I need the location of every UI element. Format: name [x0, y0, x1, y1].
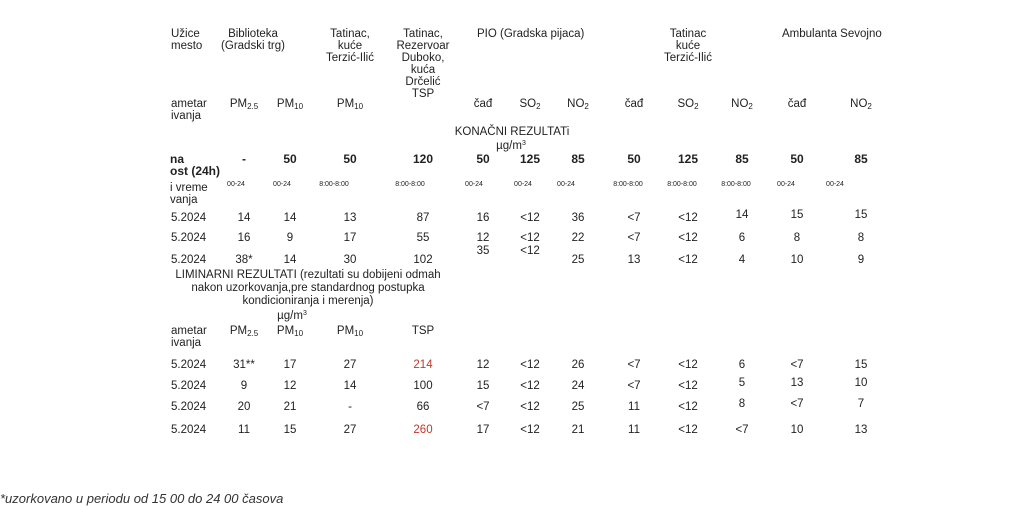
unit-label: $\mu g/m^3$ [277, 310, 307, 322]
limit-value: - [242, 152, 246, 166]
table-cell: 14 [237, 212, 251, 224]
sampling-time: 00-24 [273, 181, 291, 188]
table-cell: 10 [790, 254, 804, 266]
preliminary-results-title: LIMINARNI REZULTATI (rezultati su dobijeni odmah nakon uzorkovanja,pre standardnog postupka kondicioniranja i merenja) [175, 269, 441, 307]
param-so2: $SO_2$ [677, 98, 699, 111]
limit-value: 85 [854, 152, 868, 166]
sampling-time: 00-24 [227, 181, 245, 188]
table-cell: 20 [237, 401, 251, 413]
table-cell: <12 [520, 212, 540, 224]
limit-value: 50 [790, 152, 804, 166]
table-cell: 31** [233, 359, 255, 371]
table-cell: <7 [790, 359, 804, 371]
limit-value: 50 [343, 152, 357, 166]
table-cell: <12 [678, 359, 698, 371]
table-cell: 7 [857, 398, 865, 410]
table-cell: 9 [286, 232, 294, 244]
location-header-tatinac-pm10: Tatinac, kuće Terzić-Ilić [326, 28, 374, 64]
table-cell: 24 [571, 380, 585, 392]
sampling-time: 00-24 [826, 181, 844, 188]
parameter-label: ametar ivanja [171, 98, 207, 122]
table-cell: 55 [416, 232, 430, 244]
table-cell: 9 [857, 254, 865, 266]
sampling-time: 8:00-8:00 [395, 181, 425, 188]
location-header-tatinac-tsp: Tatinac, Rezervoar Duboko, kuća Drčelić TSP [396, 28, 450, 100]
row-date: 5.2024 [171, 424, 207, 436]
table-cell: 214 [413, 359, 433, 371]
sampling-time: 00-24 [514, 181, 532, 188]
table-cell: 11 [238, 424, 250, 436]
table-cell: <7 [790, 398, 804, 410]
table-cell: 36 [571, 212, 585, 224]
table-cell: 13 [854, 424, 868, 436]
table-cell: <12 [678, 424, 698, 436]
table-cell: 15 [854, 209, 868, 221]
table-cell: <12 [520, 380, 540, 392]
param-pm10: $PM_{10}$ [336, 98, 364, 111]
row-date: 5.2024 [171, 232, 207, 244]
table-cell: <7 [476, 401, 490, 413]
table-cell: 15 [854, 359, 868, 371]
table-cell: 27 [343, 424, 357, 436]
table-cell: 10 [854, 377, 868, 389]
table-cell: 16 [476, 212, 490, 224]
table-cell: 21 [571, 424, 585, 436]
table-cell: 8 [793, 232, 801, 244]
table-cell: 100 [413, 380, 433, 392]
table-cell: <12 [520, 245, 540, 257]
table-cell: 11 [628, 401, 640, 413]
limit-value: 125 [677, 152, 699, 166]
location-header-ambulanta: Ambulanta Sevojno [782, 28, 882, 40]
table-cell: 6 [738, 359, 746, 371]
row-date: 5.2024 [171, 380, 207, 392]
table-cell: <7 [627, 212, 641, 224]
table-cell: 9 [240, 380, 248, 392]
sampling-time: 8:00-8:00 [613, 181, 643, 188]
table-cell: 30 [343, 254, 357, 266]
table-cell: <12 [520, 232, 540, 244]
table-cell: 15 [283, 424, 297, 436]
sampling-time: 00-24 [777, 181, 795, 188]
row-date: 5.2024 [171, 254, 207, 266]
table-cell: 38* [235, 254, 253, 266]
table-cell: <12 [678, 401, 698, 413]
table-cell: 14 [283, 254, 297, 266]
location-header-pio: PIO (Gradska pijaca) [477, 28, 585, 40]
table-cell: 35 [476, 245, 490, 257]
location-header-biblioteka: Biblioteka (Gradski trg) [221, 28, 285, 52]
table-cell: 13 [343, 212, 357, 224]
param-pm25: $PM_{2.5}$ [229, 325, 259, 338]
table-cell: 8 [857, 232, 865, 244]
limit-value: 120 [412, 152, 434, 166]
param-pm10: $PM_{10}$ [276, 325, 304, 338]
table-cell: 17 [476, 424, 490, 436]
param-pm25: $PM_{2.5}$ [229, 98, 259, 111]
limit-value: 50 [476, 152, 490, 166]
param-pm10: $PM_{10}$ [336, 325, 364, 338]
row-date: 5.2024 [171, 359, 207, 371]
table-cell: 25 [571, 254, 585, 266]
footnote: *uzorkovano u periodu od 15 00 do 24 00 časova [0, 491, 284, 506]
table-cell: 12 [476, 232, 490, 244]
table-cell: <12 [678, 380, 698, 392]
param-pm10: $PM_{10}$ [276, 98, 304, 111]
table-cell: <12 [520, 424, 540, 436]
table-cell: 27 [343, 359, 357, 371]
sampling-time: 00-24 [557, 181, 575, 188]
limit-value: 85 [735, 152, 749, 166]
param-tsp: TSP [411, 325, 435, 337]
unit-label: $\mu g/m^3$ [496, 140, 526, 152]
table-cell: 11 [628, 424, 640, 436]
param-no2: $NO_2$ [567, 98, 589, 111]
table-cell: <12 [678, 212, 698, 224]
table-cell: 25 [571, 401, 585, 413]
table-cell: <12 [678, 254, 698, 266]
table-cell: 22 [571, 232, 585, 244]
table-cell: - [348, 401, 352, 413]
table-cell: 21 [283, 401, 297, 413]
location-header-col0: Užice mesto [171, 28, 203, 52]
limit-label: na ost (24h) [170, 152, 221, 178]
table-cell: 87 [416, 212, 430, 224]
table-cell: 260 [413, 424, 433, 436]
table-cell: <7 [627, 232, 641, 244]
table-cell: 14 [283, 212, 297, 224]
sampling-time: 8:00-8:00 [319, 181, 349, 188]
limit-value: 50 [627, 152, 641, 166]
table-cell: <7 [627, 359, 641, 371]
table-cell: 15 [790, 209, 804, 221]
param-so2: $SO_2$ [519, 98, 541, 111]
table-cell: 16 [237, 232, 251, 244]
location-header-tatinac-2: Tatinac kuće Terzić-Ilić [664, 28, 712, 64]
table-cell: 6 [738, 232, 746, 244]
sampling-time: 8:00-8:00 [721, 181, 751, 188]
table-cell: 14 [735, 209, 749, 221]
param-cad: čađ [624, 98, 644, 110]
row-date: 5.2024 [171, 212, 207, 224]
sampling-time: 8:00-8:00 [667, 181, 697, 188]
table-cell: <12 [678, 232, 698, 244]
sampling-time-label: i vreme vanja [170, 182, 208, 206]
table-cell: 10 [790, 424, 804, 436]
table-cell: <12 [520, 359, 540, 371]
table-cell: 66 [416, 401, 430, 413]
table-cell: 4 [738, 254, 746, 266]
param-cad: čađ [473, 98, 493, 110]
table-cell: 102 [413, 254, 433, 266]
table-cell: 26 [571, 359, 585, 371]
table-cell: 12 [283, 380, 297, 392]
param-no2: $NO_2$ [850, 98, 872, 111]
table-cell: 8 [738, 398, 746, 410]
table-cell: 5 [738, 377, 746, 389]
limit-value: 50 [283, 152, 297, 166]
param-cad: čađ [787, 98, 807, 110]
table-cell: 15 [476, 380, 490, 392]
table-cell: <12 [520, 401, 540, 413]
table-cell: 14 [343, 380, 357, 392]
row-date: 5.2024 [171, 401, 207, 413]
limit-value: 125 [519, 152, 541, 166]
sampling-time: 00-24 [465, 181, 483, 188]
final-results-title: KONAČNI REZULTATi [454, 126, 570, 138]
table-cell: 17 [343, 232, 357, 244]
table-cell: 17 [283, 359, 297, 371]
table-cell: 13 [790, 377, 804, 389]
limit-value: 85 [571, 152, 585, 166]
table-cell: 13 [627, 254, 641, 266]
param-no2: $NO_2$ [731, 98, 753, 111]
table-cell: 12 [476, 359, 490, 371]
table-cell: <7 [735, 424, 749, 436]
parameter-label: ametar ivanja [171, 325, 207, 349]
table-cell: <7 [627, 380, 641, 392]
